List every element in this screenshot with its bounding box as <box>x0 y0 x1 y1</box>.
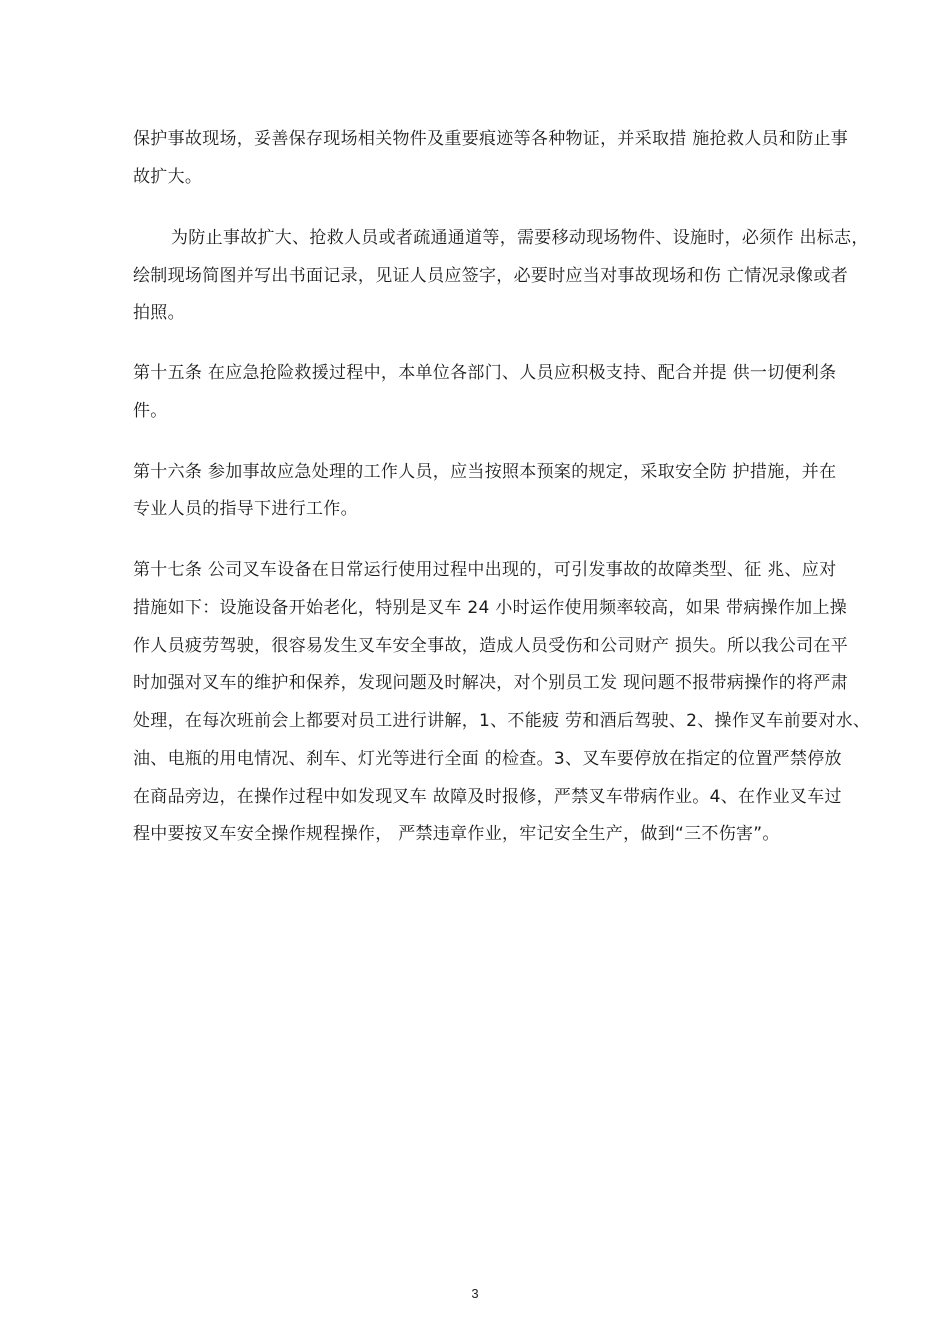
paragraph-line: 保护事故现场，妥善保存现场相关物件及重要痕迹等各种物证，并采取措 施抢救人员和防止事 <box>133 129 849 149</box>
paragraph-line: 程中要按叉车安全操作规程操作， 严禁违章作业，牢记安全生产，做到“三不伤害”。 <box>133 824 780 844</box>
paragraph-line: 在商品旁边，在操作过程中如发现叉车 故障及时报修，严禁叉车带病作业。4、在作业叉车过 <box>133 787 842 807</box>
page-number: 3 <box>471 1286 479 1301</box>
paragraph-line: 油、电瓶的用电情况、刹车、灯光等进行全面 的检查。3、叉车要停放在指定的位置严禁停放 <box>133 749 842 769</box>
article-16-heading-line: 第十六条 参加事故应急处理的工作人员，应当按照本预案的规定，采取安全防 护措施，并在 <box>133 462 837 482</box>
paragraph-line: 绘制现场简图并写出书面记录，见证人员应签字，必要时应当对事故现场和伤 亡情况录像或者 <box>133 266 849 286</box>
paragraph-line: 处理，在每次班前会上都要对员工进行讲解，1、不能疲 劳和酒后驾驶、2、操作叉车前要对水、 <box>133 711 871 731</box>
paragraph-line: 时加强对叉车的维护和保养，发现问题及时解决，对个别员工发 现问题不报带病操作的将严肃 <box>133 673 849 693</box>
paragraph-line: 件。 <box>133 401 168 421</box>
paragraph-line: 为防止事故扩大、抢救人员或者疏通通道等，需要移动现场物件、设施时，必须作 出标志， <box>171 228 869 248</box>
article-17-heading-line: 第十七条 公司叉车设备在日常运行使用过程中出现的，可引发事故的故障类型、征 兆、应对 <box>133 560 837 580</box>
paragraph-line: 专业人员的指导下进行工作。 <box>133 499 358 519</box>
paragraph-line: 故扩大。 <box>133 167 203 187</box>
paragraph-line: 作人员疲劳驾驶，很容易发生叉车安全事故，造成人员受伤和公司财产 损失。所以我公司在平 <box>133 636 849 656</box>
paragraph-line: 拍照。 <box>133 303 185 323</box>
paragraph-line: 措施如下：设施设备开始老化，特别是叉车 24 小时运作使用频率较高，如果 带病操作加上操 <box>133 598 848 618</box>
article-15-heading-line: 第十五条 在应急抢险救援过程中，本单位各部门、人员应积极支持、配合并提 供一切便利条 <box>133 363 837 383</box>
